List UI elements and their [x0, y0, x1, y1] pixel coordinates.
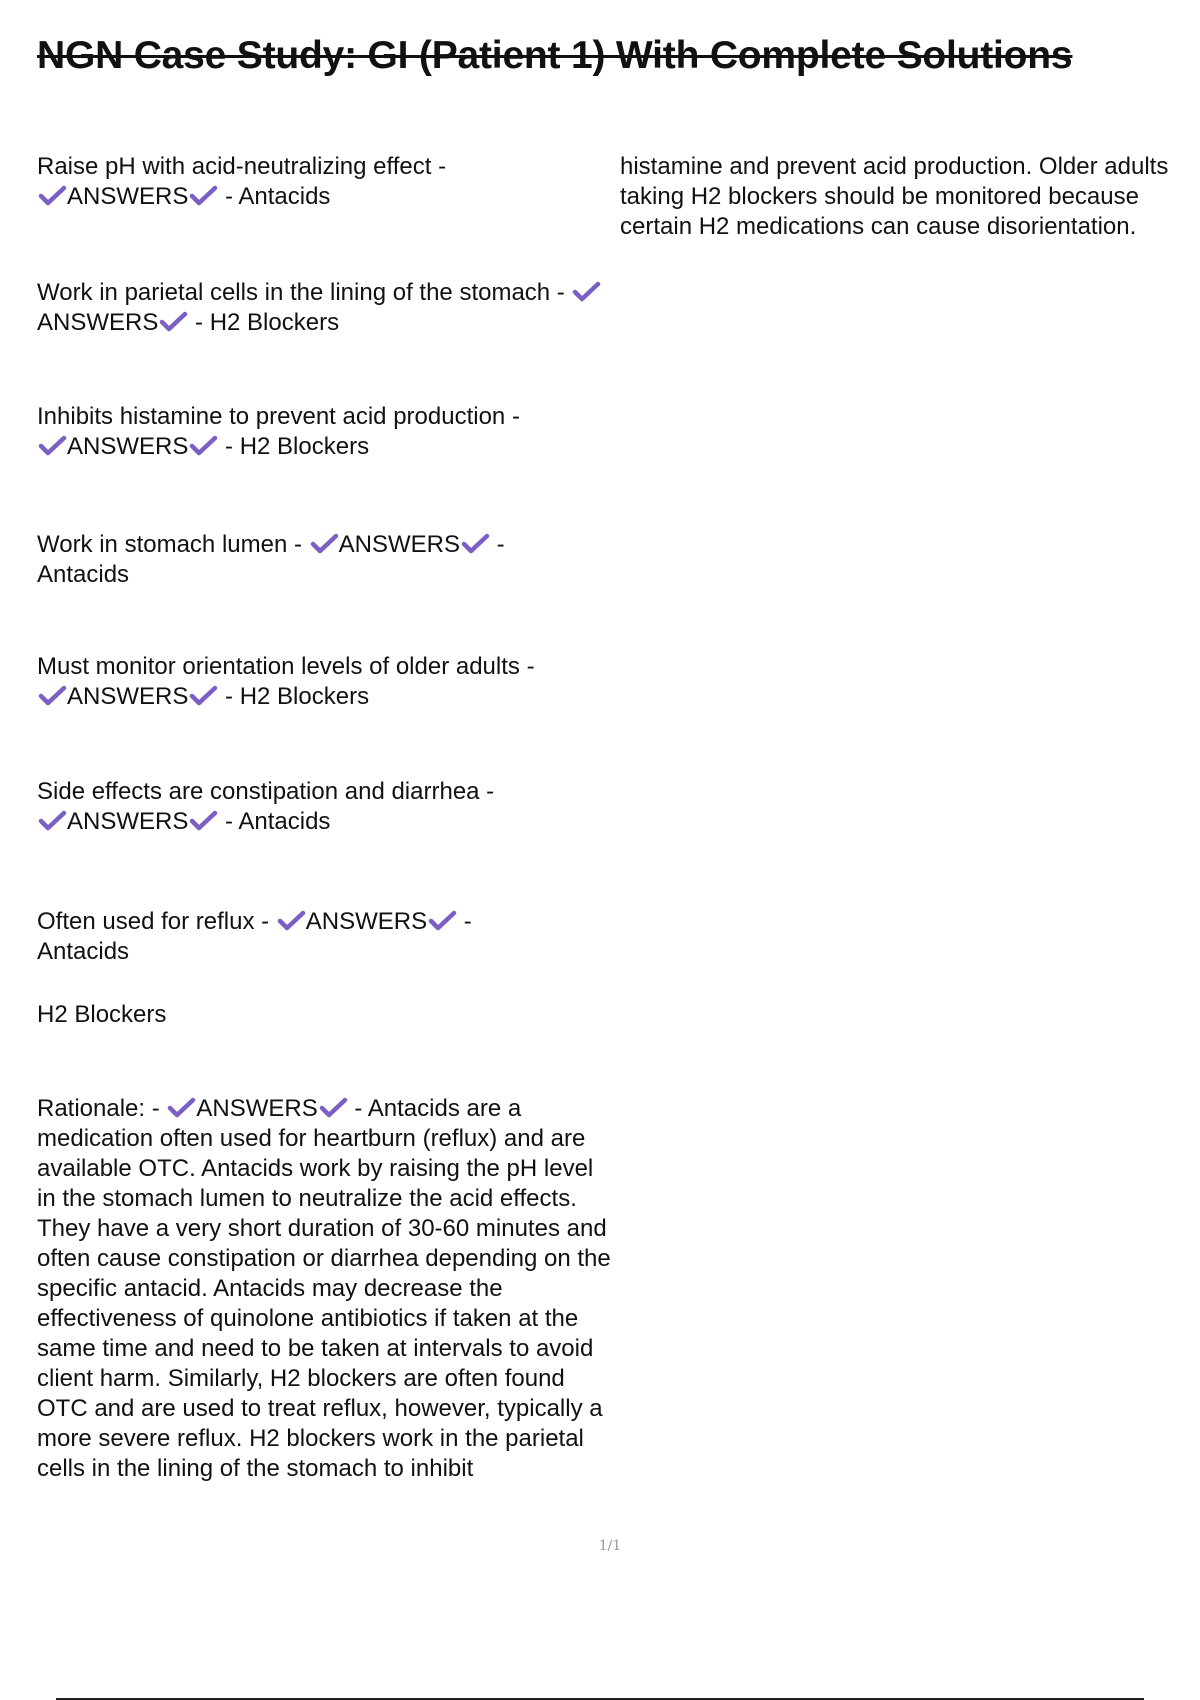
checkmark-icon: [37, 183, 67, 207]
checkmark-icon: [427, 908, 457, 932]
checkmark-icon: [309, 531, 339, 555]
question-text: Side effects are constipation and diarrhea -: [37, 778, 495, 805]
page-number: 1/1: [598, 1538, 622, 1554]
checkmark-icon: [188, 683, 218, 707]
checkmark-icon: [276, 908, 306, 932]
answer-text: Antacids: [238, 183, 331, 210]
qa-item: Raise pH with acid-neutralizing effect - ANSWERS - Antacids: [37, 153, 447, 210]
answer-text: H2 Blockers: [239, 433, 370, 460]
qa-item: Often used for reflux - ANSWERS - Antacids: [37, 908, 472, 965]
rationale-label: Rationale: -: [37, 1095, 160, 1122]
answer-text: H2 Blockers: [209, 309, 340, 336]
answers-label: ANSWERS: [338, 531, 461, 558]
question-text: Inhibits histamine to prevent acid production -: [37, 403, 520, 430]
question-text: Work in stomach lumen -: [37, 531, 302, 558]
question-text: Must monitor orientation levels of older adults -: [37, 653, 535, 680]
checkmark-icon: [188, 433, 218, 457]
qa-item: Work in parietal cells in the lining of the stomach - ANSWERS - H2 Blockers: [37, 278, 617, 338]
answers-label: ANSWERS: [196, 1095, 318, 1122]
qa-item: Must monitor orientation levels of older adults - ANSWERS - H2 Blockers: [37, 653, 535, 710]
answer-text: H2 Blockers: [239, 683, 370, 710]
checkmark-icon: [188, 183, 218, 207]
answers-label: ANSWERS: [67, 808, 189, 835]
question-text: Raise pH with acid-neutralizing effect -: [37, 153, 447, 180]
rationale-continuation: histamine and prevent acid production. Older adults taking H2 blockers should be monitored because certain H2 medications can cause disorientation.: [620, 153, 1169, 240]
extra-answer: [37, 1000, 617, 1030]
rationale-text: Antacids are a medication often used for heartburn (reflux) and are available OTC. Antacids work by raising the pH level in the stomach lumen to neutralize the acid effects. They have a very short duration of 30-60 minutes and often cause constipation or diarrhea depending on the specific antacid. Antacids may decrease the effectiveness of quinolone antibiotics if taken at the same time and need to be taken at intervals to avoid client harm. Similarly, H2 blockers are often found OTC and are used to treat reflux, however, typically a more severe reflux. H2 blockers work in the parietal cells in the lining of the stomach to inhibit: [37, 1095, 611, 1482]
answers-label: ANSWERS: [305, 908, 428, 935]
answers-label: ANSWERS: [67, 183, 189, 210]
rationale-block: Rationale: - ANSWERS - Antacids are a medication often used for heartburn (reflux) and are available OTC. Antacids work by raising the pH level in the stomach lumen to neutralize the acid effects. They have a very short duration of 30-60 minutes and often cause constipation or diarrhea depending on the specific antacid. Antacids may decrease the effectiveness of quinolone antibiotics if taken at the same time and need to be taken at intervals to avoid client harm. Similarly, H2 blockers are often found OTC and are used to treat reflux, however, typically a more severe reflux. H2 blockers work in the parietal cells in the lining of the stomach to inhibit: [37, 1095, 611, 1482]
checkmark-icon: [166, 1095, 196, 1119]
question-text: Often used for reflux -: [37, 908, 270, 935]
checkmark-icon: [37, 683, 67, 707]
right-column: [620, 152, 1180, 242]
answer-text: Antacids: [37, 561, 130, 588]
checkmark-icon: [571, 279, 601, 303]
checkmark-icon: [318, 1095, 348, 1119]
answers-label: ANSWERS: [67, 683, 189, 710]
checkmark-icon: [158, 309, 188, 333]
answers-label: ANSWERS: [67, 433, 189, 460]
checkmark-icon: [188, 808, 218, 832]
answer-text: H2 Blockers: [37, 1001, 167, 1028]
answer-text: Antacids: [238, 808, 331, 835]
checkmark-icon: [37, 433, 67, 457]
document-title: NGN Case Study: GI (Patient 1) With Complete Solutions: [37, 34, 1073, 77]
qa-item: Work in stomach lumen - ANSWERS - Antacids: [37, 531, 505, 588]
qa-item: Side effects are constipation and diarrhea - ANSWERS - Antacids: [37, 778, 495, 835]
checkmark-icon: [460, 531, 490, 555]
question-text: Work in parietal cells in the lining of the stomach -: [37, 279, 565, 306]
answers-label: ANSWERS: [37, 309, 159, 336]
qa-item: Inhibits histamine to prevent acid production - ANSWERS - H2 Blockers: [37, 403, 520, 460]
answer-text: Antacids: [37, 938, 130, 965]
checkmark-icon: [37, 808, 67, 832]
